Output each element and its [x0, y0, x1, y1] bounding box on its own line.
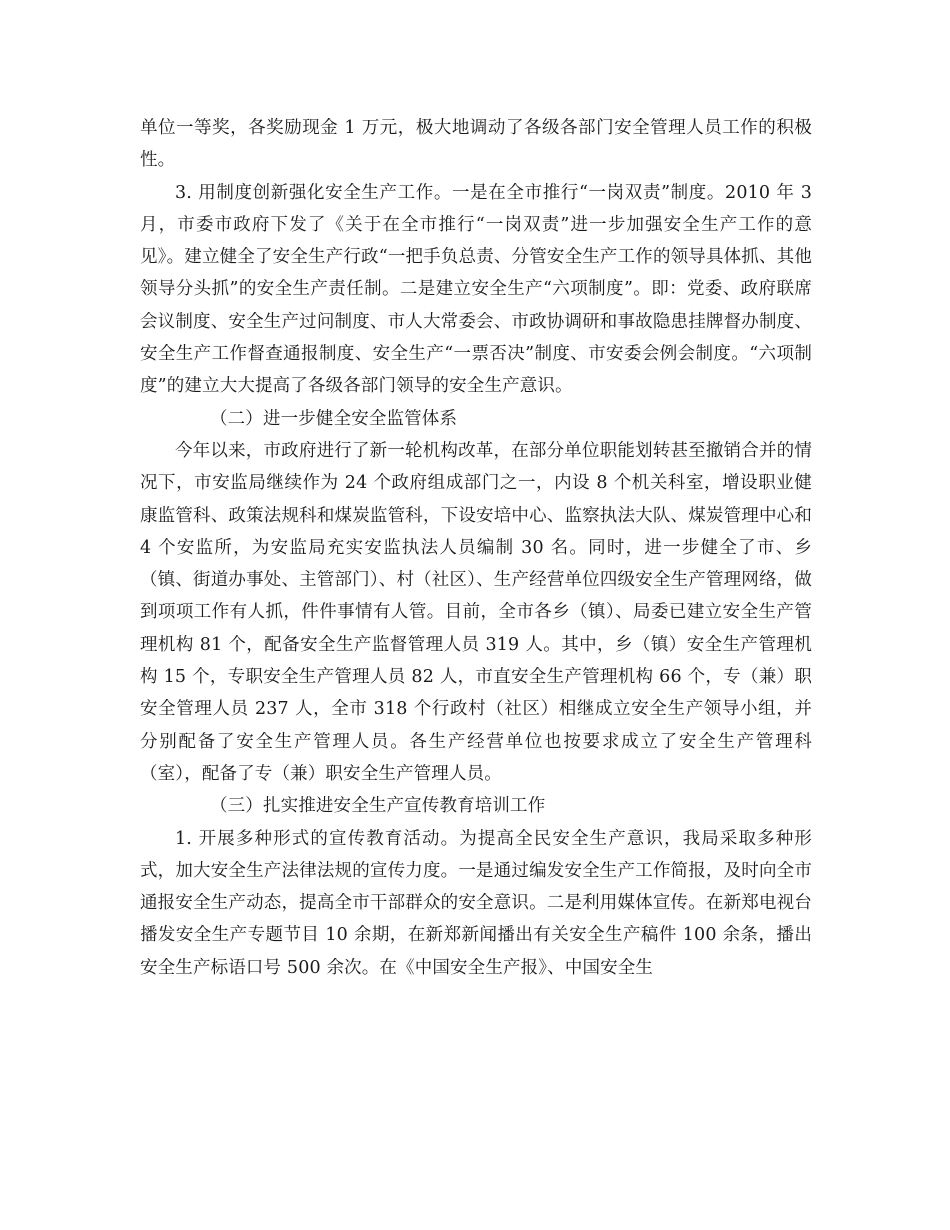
paragraph-institutional-innovation: 3. 用制度创新强化安全生产工作。一是在全市推行“一岗双责”制度。2010 年 3 月，市委市政府下发了《关于在全市推行“一岗双责”进一步加强安全生产工作的意见》。建立健全了安全生产行政“一把手负总责、分管安全生产工作的领导具体抓、其他领导分头抓”的安全生产责任制。二是建立安全生产“六项制度”。即：党委、政府联席会议制度、安全生产过问制度、市人大常委会、市政协调研和事故隐患挂牌督办制度、安全生产工作督查通报制度、安全生产“一票否决”制度、市安委会例会制度。“六项制度”的建立大大提高了各级各部门领导的安全生产意识。	[140, 182, 812, 397]
paragraph-supervision-system: 今年以来，市政府进行了新一轮机构改革，在部分单位职能划转甚至撤销合并的情况下，市安监局继续作为 24 个政府组成部门之一，内设 8 个机关科室，增设职业健康监管科、政策法规科和煤炭监管科，下设安培中心、监察执法大队、煤炭管理中心和 4 个安监所，为安监局充实安监执法人员编制 30 名。同时，进一步健全了市、乡（镇、街道办事处、主管部门）、村（社区）、生产经营单位四级安全生产管理网络，做到项项工作有人抓，件件事情有人管。目前，全市各乡（镇）、局委已建立安全生产管理机构 81 个，配备安全生产监督管理人员 319 人。其中，乡（镇）安全生产管理机构 15 个，专职安全生产管理人员 82 人，市直安全生产管理机构 66 个，专（兼）职安全管理人员 237 人，全市 318 个行政村（社区）相继成立安全生产领导小组，并分别配备了安全生产管理人员。各生产经营单位也按要求成立了安全生产管理科（室），配备了专（兼）职安全生产管理人员。	[140, 440, 812, 784]
section-heading-publicity-training: （三）扎实推进安全生产宣传教育培训工作	[210, 796, 546, 817]
section-heading-supervision-system: （二）进一步健全安全监管体系	[210, 408, 458, 429]
paragraph-publicity-activities: 1. 开展多种形式的宣传教育活动。为提高全民安全生产意识，我局采取多种形式，加大安全生产法律法规的宣传力度。一是通过编发安全生产工作简报，及时向全市通报安全生产动态，提高全市干部群众的安全意识。二是利用媒体宣传。在新郑电视台播发安全生产专题节目 10 余期，在新郑新闻播出有关安全生产稿件 100 余条，播出安全生产标语口号 500 余次。在《中国安全生产报》、中国安全生	[140, 828, 812, 978]
paragraph-continuation: 单位一等奖，各奖励现金 1 万元，极大地调动了各级各部门安全管理人员工作的积极性。	[140, 118, 812, 171]
document-body	[140, 112, 812, 984]
